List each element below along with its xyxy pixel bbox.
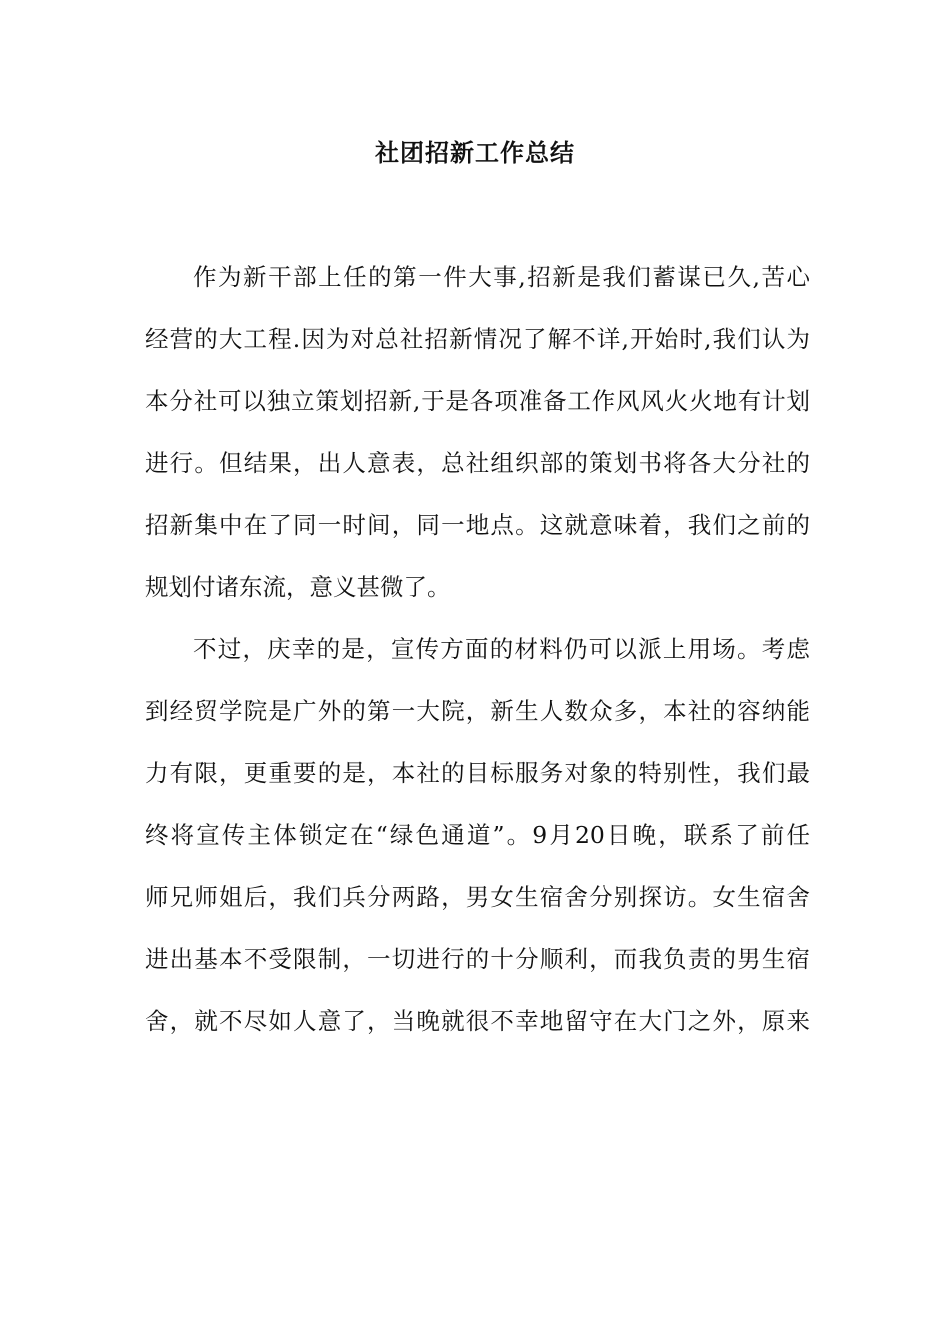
paragraph-1-line-4: 进行。但结果，出人意表，总社组织部的策划书将各大分社的 (145, 449, 810, 477)
document-title: 社团招新工作总结 (375, 138, 575, 167)
paragraph-2-line-6: 进出基本不受限制，一切进行的十分顺利，而我负责的男生宿 (145, 945, 810, 973)
paragraph-2-line-1: 不过，庆幸的是，宣传方面的材料仍可以派上用场。考虑 (193, 635, 810, 663)
paragraph-2-line-5: 师兄师姐后，我们兵分两路，男女生宿舍分别探访。女生宿舍 (145, 883, 810, 911)
paragraph-2-line-2: 到经贸学院是广外的第一大院，新生人数众多，本社的容纳能 (145, 697, 810, 725)
paragraph-1-line-2: 经营的大工程.因为对总社招新情况了解不详,开始时,我们认为 (145, 325, 810, 353)
paragraph-1-line-3: 本分社可以独立策划招新,于是各项准备工作风风火火地有计划 (145, 387, 810, 415)
paragraph-2-line-7: 舍，就不尽如人意了，当晚就很不幸地留守在大门之外，原来 (145, 1007, 810, 1035)
paragraph-2-line-3: 力有限，更重要的是，本社的目标服务对象的特别性，我们最 (145, 759, 810, 787)
paragraph-2-line-4: 终将宣传主体锁定在“绿色通道”。9月20日晚，联系了前任 (145, 821, 810, 849)
document-body (145, 256, 810, 1062)
paragraph-1-line-1: 作为新干部上任的第一件大事,招新是我们蓄谋已久,苦心 (193, 263, 810, 291)
paragraph-1-line-5: 招新集中在了同一时间，同一地点。这就意味着，我们之前的 (145, 511, 810, 539)
paragraph-1-line-6: 规划付诸东流，意义甚微了。 (145, 573, 451, 601)
